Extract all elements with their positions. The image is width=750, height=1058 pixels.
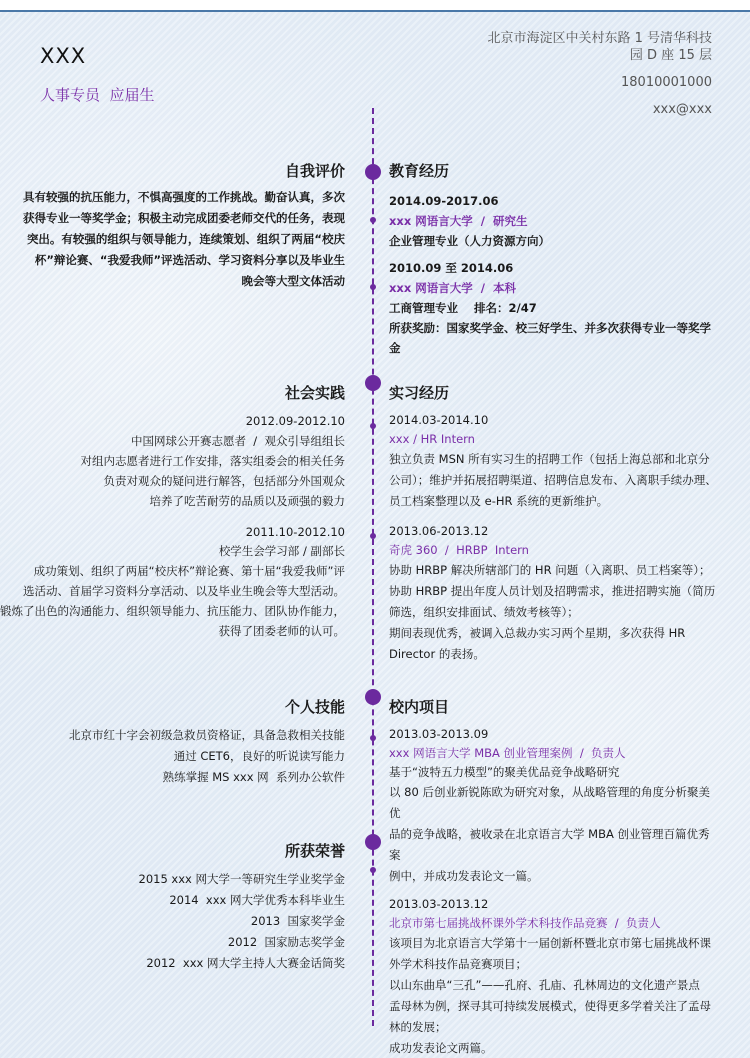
text-line: 选活动、首届学习资料分享活动、以及毕业生晚会等大型活动。 <box>23 584 345 598</box>
intern-date: 2014.03-2014.10 <box>389 413 489 427</box>
text-line: 独立负责 MSN 所有实习生的招聘工作（包括上海总部和北京分 <box>389 452 710 466</box>
text-line: 获得专业一等奖学金；积极主动完成团委老师交代的任务，表现 <box>23 211 345 225</box>
honor-item: 2015 xxx 网大学一等研究生学业奖学金 <box>138 872 345 886</box>
honor-item: 2012 xxx 网大学主持人大赛金话筒奖 <box>146 956 345 970</box>
timeline-node-icon <box>365 164 381 180</box>
text-line: 协助 HRBP 解决所辖部门的 HR 问题（入离职、员工档案等）； <box>389 563 711 577</box>
text-line: 锻炼了出色的沟通能力、组织领导能力、抗压能力、团队协作能力， <box>0 604 345 618</box>
section-title: 所获荣誉 <box>284 842 345 860</box>
section-title: 社会实践 <box>284 384 345 402</box>
resume-page <box>0 10 750 1058</box>
section-title: 个人技能 <box>284 698 345 716</box>
skills-section <box>69 696 345 788</box>
honor-item: 2012 国家励志奖学金 <box>227 935 345 949</box>
text-line: 该项目为北京语言大学第十一届创新杯暨北京市第七届挑战杯课 <box>389 936 711 950</box>
project-date: 2013.03-2013.09 <box>389 727 489 741</box>
self-eval-section <box>23 160 345 292</box>
honor-item: 2014 xxx 网大学优秀本科毕业生 <box>169 893 345 907</box>
text-line: 品的竞争战略，被收录在北京语言大学 MBA 创业管理百篇优秀案 <box>389 827 710 862</box>
intern-role: xxx / HR Intern <box>389 432 475 446</box>
social-date: 2011.10-2012.10 <box>245 525 345 539</box>
section-title: 校内项目 <box>389 698 450 716</box>
timeline-line <box>372 108 374 1026</box>
text-line: 以山东曲阜“三孔”——孔府、孔庙、孔林周边的文化遗产景点 <box>389 978 700 992</box>
social-role: 校学生会学习部 / 副部长 <box>218 544 345 558</box>
text-line: 筛选，组织安排面试、绩效考核等）； <box>389 605 579 619</box>
skill-item: 熟练掌握 MS xxx 网 系列办公软件 <box>162 770 345 784</box>
address: 北京市海淀区中关村东路 1 号清华科技园 D 座 15 层 <box>487 31 712 63</box>
skill-item: 北京市红十字会初级急救员资格证，具备急救相关技能 <box>69 728 345 742</box>
contact-info <box>482 30 712 118</box>
project-date: 2013.03-2013.12 <box>389 897 489 911</box>
text-line: 晚会等大型文体活动 <box>241 274 345 288</box>
edu-school: xxx 网语言大学 / 本科 <box>389 281 516 295</box>
candidate-name: XXX <box>40 44 87 68</box>
timeline-dot-icon <box>370 217 376 223</box>
intern-date: 2013.06-2013.12 <box>389 524 489 538</box>
text-line: 成功发表论文两篇。 <box>389 1041 493 1055</box>
edu-date: 2010.09 至 2014.06 <box>389 261 514 275</box>
email: xxx@xxx <box>652 102 712 117</box>
project-role: 北京市第七届挑战杯课外学术科技作品竞赛 / 负责人 <box>389 916 661 930</box>
text-line: 孟母林为例，探寻其可持续发展模式，使得更多学着关注了孟母 <box>389 999 711 1013</box>
text-line: 公司）；维护并拓展招聘渠道、招聘信息发布、入离职手续办理、 <box>389 473 717 487</box>
edu-major: 工商管理专业 排名：2/47 <box>389 301 537 315</box>
timeline-node-icon <box>365 689 381 705</box>
text-line: 对组内志愿者进行工作安排，落实组委会的相关任务 <box>80 454 345 468</box>
intern-role: 奇虎 360 / HRBP Intern <box>389 543 529 557</box>
social-role: 中国网球公开赛志愿者 / 观众引导组组长 <box>131 434 345 448</box>
text-line: 突出。有较强的组织与领导能力，连续策划、组织了两届“校庆 <box>26 232 345 246</box>
text-line: 林的发展； <box>389 1020 447 1034</box>
candidate-role: 人事专员 应届生 <box>40 86 155 104</box>
timeline-node-icon <box>365 834 381 850</box>
projects-section <box>389 696 719 1058</box>
text-line: 负责对观众的疑问进行解答，包括部分外国观众 <box>103 474 345 488</box>
timeline-dot-icon <box>370 533 376 539</box>
self-eval-text <box>23 187 345 292</box>
text-line: 基于“波特五力模型”的聚美优品竞争战略研究 <box>389 765 620 779</box>
section-title: 自我评价 <box>284 162 345 180</box>
text-line: 成功策划、组织了两届“校庆杯”辩论赛、第十届“我爱我师”评 <box>33 564 345 578</box>
text-line: 培养了吃苦耐劳的品质以及顽强的毅力 <box>149 494 345 508</box>
edu-school: xxx 网语言大学 / 研究生 <box>389 214 528 228</box>
timeline-dot-icon <box>370 867 376 873</box>
internship-section <box>389 382 719 665</box>
timeline-dot-icon <box>370 735 376 741</box>
timeline-dot-icon <box>370 284 376 290</box>
text-line: 协助 HRBP 提出年度人员计划及招聘需求，推进招聘实施（简历 <box>389 584 716 598</box>
text-line: 获得了团委老师的认可。 <box>218 624 345 638</box>
honors-section <box>139 840 346 974</box>
phone: 18010001000 <box>621 75 712 90</box>
text-line: Director 的表扬。 <box>389 647 485 661</box>
section-title: 实习经历 <box>389 384 450 402</box>
honor-item: 2013 国家奖学金 <box>250 914 345 928</box>
edu-awards: 所获奖励：国家奖学金、校三好学生、并多次获得专业一等奖学 <box>389 321 711 335</box>
text-line: 具有较强的抗压能力，不惧高强度的工作挑战。勤奋认真，多次 <box>23 190 345 204</box>
edu-awards: 金 <box>389 341 401 355</box>
project-role: xxx 网语言大学 MBA 创业管理案例 / 负责人 <box>389 746 626 760</box>
timeline-dot-icon <box>370 423 376 429</box>
social-date: 2012.09-2012.10 <box>245 414 345 428</box>
section-title: 教育经历 <box>389 162 450 180</box>
text-line: 外学术科技作品竞赛项目； <box>389 957 527 971</box>
text-line: 杯”辩论赛、“我爱我师”评选活动、学习资料分享以及毕业生 <box>34 253 345 267</box>
text-line: 以 80 后创业新锐陈欧为研究对象，从战略管理的角度分析聚美优 <box>389 785 710 820</box>
education-section <box>389 160 719 358</box>
timeline-node-icon <box>365 375 381 391</box>
skill-item: 通过 CET6，良好的听说读写能力 <box>173 749 345 763</box>
text-line: 期间表现优秀，被调入总裁办实习两个星期，多次获得 HR <box>389 626 686 640</box>
social-section <box>0 382 345 641</box>
edu-major: 企业管理专业（人力资源方向） <box>389 234 550 248</box>
edu-date: 2014.09-2017.06 <box>389 194 499 208</box>
text-line: 例中，并成功发表论文一篇。 <box>389 869 539 883</box>
text-line: 员工档案整理以及 e-HR 系统的更新维护。 <box>389 494 609 508</box>
